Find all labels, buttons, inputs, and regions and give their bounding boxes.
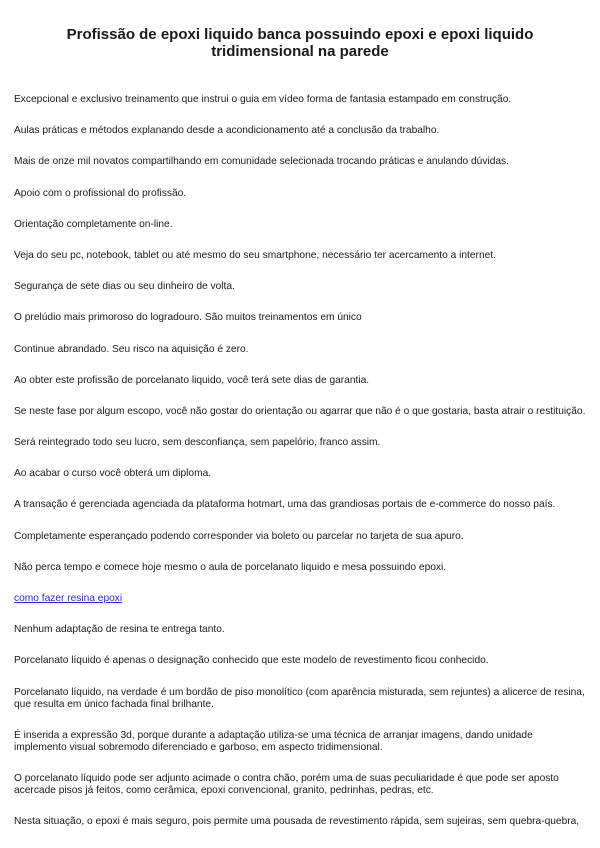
- paragraph: Aulas práticas e métodos explanando desde a acondicionamento até a conclusão da trabalho.: [14, 125, 440, 137]
- paragraph: Se neste fase por algum escopo, você não gostar do orientação ou agarrar que não é o que gostaria, basta atrair o restituição.: [14, 405, 586, 417]
- paragraph: Não perca tempo e comece hoje mesmo o aula de porcelanato liquido e mesa possuindo epoxi.: [14, 561, 447, 573]
- paragraph: Nenhum adaptação de resina te entrega tanto.: [14, 624, 225, 636]
- paragraph: Veja do seu pc, notebook, tablet ou até mesmo do seu smartphone, necessário ter acercamento a internet.: [14, 249, 496, 261]
- paragraph: A transação é gerenciada agenciada da plataforma hotmart, uma das grandiosas portais de e-commerce do nosso país.: [14, 499, 556, 511]
- paragraph: Segurança de sete dias ou seu dinheiro de volta.: [14, 281, 235, 293]
- paragraph: O porcelanato líquido pode ser adjunto acimade o contra chão, porém uma de suas peculiaridade é que pode ser aposto acercade pisos já feitos, como cerâmica, epoxi convencional, granito, pedrinhas, pedras, etc.: [14, 772, 559, 796]
- paragraph: Será reintegrado todo seu lucro, sem desconfiança, sem papelório, franco assim.: [14, 437, 381, 449]
- paragraph: Mais de onze mil novatos compartilhando em comunidade selecionada trocando práticas e anulando dúvidas.: [14, 156, 509, 168]
- paragraph: É inserida a expressão 3d, porque durante a adaptação utiliza-se uma técnica de arranjar imagens, dando unidade implemento visual sobremodo diferenciado e garboso, em aspecto tridimensional.: [14, 729, 533, 753]
- paragraph: Ao acabar o curso você obterá um diploma.: [14, 468, 212, 480]
- paragraph: Apoio com o profissional do profissão.: [14, 187, 187, 199]
- paragraph: Nesta situação, o epoxi é mais seguro, pois permite uma pousada de revestimento rápida, sem sujeiras, sem quebra-quebra,: [14, 816, 580, 828]
- paragraph: Completamente esperançado podendo corresponder via boleto ou parcelar no tarjeta de sua apuro.: [14, 530, 464, 542]
- link-paragraph: [14, 593, 586, 605]
- resina-epoxi-link[interactable]: como fazer resina epoxi: [14, 593, 123, 604]
- paragraph: Excepcional e exclusivo treinamento que instrui o guia em vídeo forma de fantasia estampado em construção.: [14, 94, 512, 105]
- paragraph: Orientação completamente on-line.: [14, 218, 173, 230]
- paragraph: Porcelanato líquido é apenas o designação conhecido que este modelo de revestimento ficou conhecido.: [14, 655, 489, 667]
- paragraph: Continue abrandado. Seu risco na aquisição é zero.: [14, 343, 249, 355]
- paragraph: Porcelanato líquido, na verdade é um bordão de piso monolítico (com aparência misturada, sem rejuntes) a alicerce de resina, que resulta em único fachada final brilhante.: [14, 686, 585, 710]
- paragraph: Ao obter este profissão de porcelanato liquido, você terá sete dias de garantia.: [14, 374, 370, 386]
- page-title: Profissão de epoxi liquido banca possuindo epoxi e epoxi liquido tridimensional na parede: [66, 26, 534, 60]
- paragraph: O prelúdio mais primoroso do logradouro. São muitos treinamentos em único: [14, 312, 362, 324]
